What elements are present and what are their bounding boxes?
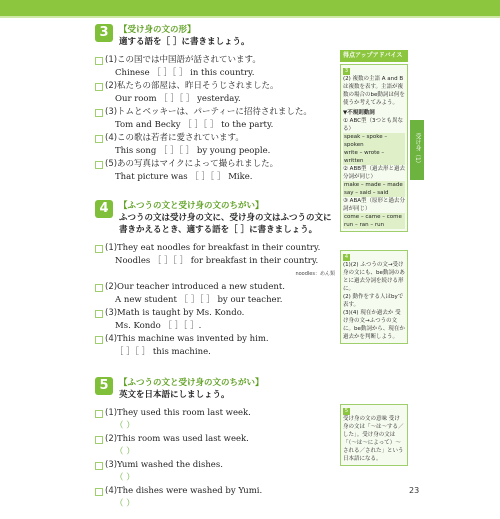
checkbox[interactable]	[95, 161, 103, 169]
checkbox[interactable]	[95, 436, 103, 444]
advice-title: 得点アップアドバイス	[340, 50, 408, 62]
question-row: (2) This room was used last week.	[95, 433, 335, 446]
answer-line[interactable]: Chinese ［ ］［ ］ in this country.	[115, 68, 255, 78]
checkbox[interactable]	[95, 83, 103, 91]
question-row: (3) Yumi washed the dishes.	[95, 459, 335, 472]
checkbox[interactable]	[95, 310, 103, 318]
checkbox[interactable]	[95, 245, 103, 253]
checkbox[interactable]	[95, 57, 103, 65]
answer-line[interactable]: （ ）	[115, 499, 135, 509]
question-row: (4) This machine was invented by him.	[95, 333, 335, 346]
checkbox[interactable]	[95, 135, 103, 143]
section-tag: 【ふつうの文と受け身の文のちがい】	[119, 378, 264, 388]
section-3	[95, 24, 335, 184]
section-5	[95, 377, 335, 511]
checkbox[interactable]	[95, 462, 103, 470]
answer-line[interactable]: Ms. Kondo ［ ］［ ］.	[115, 321, 202, 331]
page-number: 23	[409, 486, 420, 495]
advice-box-5: 5 受け身の文の意味 受け身の文は「〜は〜する／した」。受け身の文は「（〜は〜によって）〜される／された」という日本語になる。	[340, 404, 408, 466]
answer-line[interactable]: （ ）	[115, 421, 135, 431]
question-row: (1) この国では中国語が話されています。	[95, 54, 335, 67]
chapter-tab[interactable]: 受け身（1）	[410, 120, 424, 180]
answer-line[interactable]: ［ ］［ ］ this machine.	[115, 347, 211, 357]
answer-line[interactable]: （ ）	[115, 473, 135, 483]
answer-line[interactable]: （ ）	[115, 447, 135, 457]
question-row: (2) Our teacher introduced a new student.	[95, 281, 335, 294]
section-number: 3	[95, 24, 113, 42]
question-row: (4) The dishes were washed by Yumi.	[95, 485, 335, 498]
section-instruction: ふつうの文は受け身の文に、受け身の文はふつうの文に書きかえるとき、適する語を［ ］に書きましょう。	[119, 213, 332, 235]
checkbox[interactable]	[95, 336, 103, 344]
question-row: (3) Math is taught by Ms. Kondo.	[95, 307, 335, 320]
question-row: (4) この歌は若者に愛されています。	[95, 132, 335, 145]
section-instruction: 適する語を［ ］に書きましょう。	[119, 37, 250, 47]
answer-line[interactable]: Our room ［ ］［ ］ yesterday.	[115, 94, 241, 104]
top-banner	[0, 0, 500, 16]
checkbox[interactable]	[95, 109, 103, 117]
answer-line[interactable]: Noodles ［ ］［ ］ for breakfast in their country.	[115, 256, 319, 266]
section-number: 4	[95, 200, 113, 218]
answer-line[interactable]: That picture was ［ ］［ ］ Mike.	[115, 172, 253, 182]
top-divider	[0, 16, 500, 18]
section-instruction: 英文を日本語にしましょう。	[119, 390, 230, 400]
answer-line[interactable]: Tom and Becky ［ ］［ ］ to the party.	[115, 120, 274, 130]
advice-box-3: 3 (2) 複数の主語 A and B は複数を表す。主語が複数の場合のbe動詞は何を使うか考えてみよう。 ▼不規則動詞 ① ABC型（3つとも異なる） speak – spoke – spoken write – wrote – written ② ABB型（過去形と過去分詞が同じ） make – made – made say – said – said ③ ABA型（原形と過去分詞が同じ） come – came – come run – ran – run	[340, 64, 408, 232]
exercise-column	[95, 24, 335, 519]
question-row: (1) They eat noodles for breakfast in their country.	[95, 242, 335, 255]
checkbox[interactable]	[95, 488, 103, 496]
vocab-note: noodles：めん類	[295, 271, 335, 277]
advice-box-4: 4 (1)(2) ふつうの文→受け身の文にも、be動詞のあとに過去分詞を続ける形に。 (2) 動作をする人はbyで表す。 (3)(4) 現在か過去か 受け身の文→ふつうの文に。be動詞から、現在か過去かを判断しよう。	[340, 250, 408, 344]
question-row: (1) They used this room last week.	[95, 407, 335, 420]
section-number: 5	[95, 377, 113, 395]
section-tag: 【受け身の文の形】	[119, 25, 196, 35]
checkbox[interactable]	[95, 284, 103, 292]
section-tag: 【ふつうの文と受け身の文のちがい】	[119, 201, 264, 211]
checkbox[interactable]	[95, 410, 103, 418]
answer-line[interactable]: A new student ［ ］［ ］ by our teacher.	[115, 295, 283, 305]
advice-sidebar	[340, 50, 408, 466]
answer-line[interactable]: This song ［ ］［ ］ by young people.	[115, 146, 271, 156]
section-4	[95, 200, 335, 359]
question-row: (2) 私たちの部屋は、昨日そうじされました。	[95, 80, 335, 93]
question-row: (3) トムとベッキーは、パーティーに招待されました。	[95, 106, 335, 119]
question-row: (5) あの写真はマイクによって撮られました。	[95, 158, 335, 171]
